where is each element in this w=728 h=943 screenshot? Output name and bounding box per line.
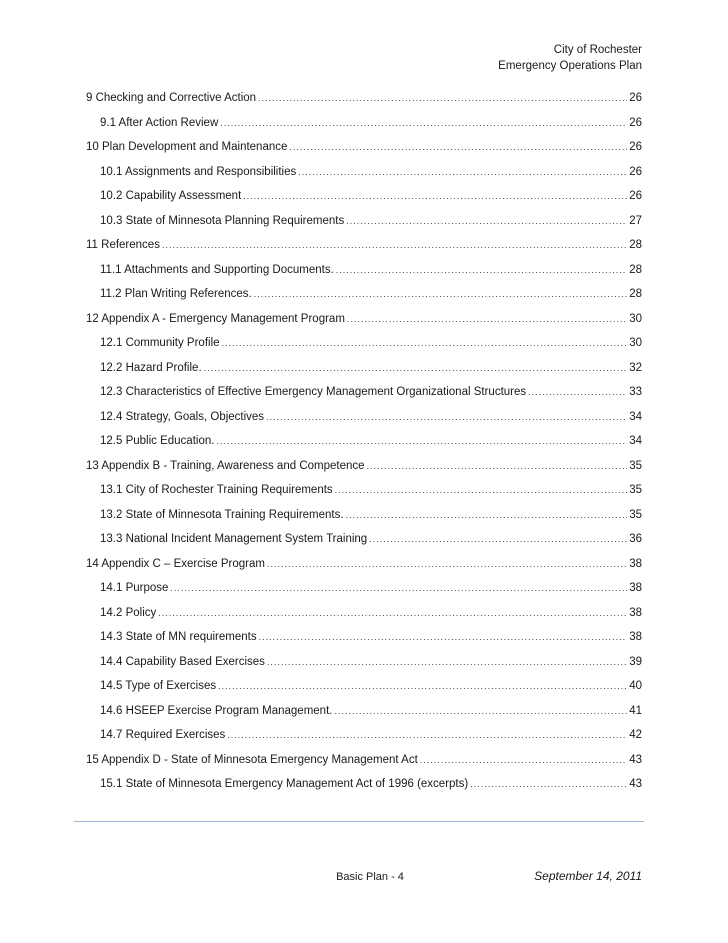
toc-dot-leader xyxy=(227,730,627,740)
toc-dot-leader xyxy=(470,779,627,789)
footer-date: September 14, 2011 xyxy=(534,869,642,883)
toc-entry-title: 11 References xyxy=(86,239,160,251)
toc-entry-title: 14.2 Policy xyxy=(100,606,157,619)
toc-entry[interactable] xyxy=(86,239,642,264)
toc-entry[interactable] xyxy=(86,631,642,656)
toc-entry-title: 10.2 Capability Assessment xyxy=(100,190,242,202)
toc-entry-title: 14.4 Capability Based Exercises xyxy=(100,655,265,668)
toc-entry[interactable] xyxy=(86,313,642,338)
toc-entry-title: 12.5 Public Education. xyxy=(100,435,215,447)
toc-dot-leader xyxy=(162,240,627,250)
toc-dot-leader xyxy=(369,534,627,544)
toc-entry-title: 11.2 Plan Writing References. xyxy=(100,288,252,300)
toc-entry[interactable] xyxy=(86,166,642,191)
toc-entry-title: 15 Appendix D - State of Minnesota Emergency Management Act xyxy=(86,753,418,766)
toc-entry-page: 35 xyxy=(629,508,642,521)
toc-entry-title: 14.3 State of MN requirements xyxy=(100,631,257,643)
toc-entry-title: 9.1 After Action Review xyxy=(100,116,219,129)
toc-entry-title: 12.4 Strategy, Goals, Objectives xyxy=(100,410,265,423)
toc-entry[interactable] xyxy=(86,729,642,754)
toc-dot-leader xyxy=(347,314,627,324)
toc-entry-page: 26 xyxy=(629,165,642,178)
toc-dot-leader xyxy=(335,485,628,495)
toc-entry[interactable] xyxy=(86,117,642,142)
toc-entry[interactable] xyxy=(86,754,642,779)
toc-entry-page: 38 xyxy=(629,606,642,619)
toc-entry[interactable] xyxy=(86,92,642,117)
toc-entry-page: 26 xyxy=(629,141,642,153)
toc-dot-leader xyxy=(346,216,627,226)
toc-entry[interactable] xyxy=(86,411,642,436)
toc-entry-title: 14.7 Required Exercises xyxy=(100,729,226,741)
toc-entry[interactable] xyxy=(86,362,642,387)
toc-entry-title: 15.1 State of Minnesota Emergency Management Act of 1996 (excerpts) xyxy=(100,778,469,790)
toc-entry[interactable] xyxy=(86,386,642,411)
toc-entry-page: 43 xyxy=(629,778,642,790)
toc-entry-page: 42 xyxy=(629,729,642,741)
toc-entry-title: 14.1 Purpose xyxy=(100,582,169,594)
toc-entry-title: 10.3 State of Minnesota Planning Requirements xyxy=(100,214,345,227)
toc-entry[interactable] xyxy=(86,656,642,681)
toc-entry-title: 14.6 HSEEP Exercise Program Management. xyxy=(100,704,333,717)
toc-dot-leader xyxy=(258,93,627,103)
toc-dot-leader xyxy=(367,461,628,471)
toc-entry-page: 27 xyxy=(629,214,642,227)
toc-entry-title: 13 Appendix B - Training, Awareness and Competence xyxy=(86,459,365,472)
header-organization: City of Rochester xyxy=(553,44,642,56)
toc-entry-page: 32 xyxy=(629,361,642,374)
toc-entry-page: 28 xyxy=(629,288,642,300)
toc-entry-title: 12 Appendix A - Emergency Management Program xyxy=(86,312,345,325)
toc-entry-page: 26 xyxy=(629,190,642,202)
toc-dot-leader xyxy=(334,706,627,716)
toc-entry[interactable] xyxy=(86,582,642,607)
toc-dot-leader xyxy=(267,559,627,569)
toc-entry-page: 28 xyxy=(629,239,642,251)
toc-dot-leader xyxy=(204,363,628,373)
toc-entry[interactable] xyxy=(86,460,642,485)
toc-entry[interactable] xyxy=(86,607,642,632)
toc-entry[interactable] xyxy=(86,288,642,313)
header-document-title: Emergency Operations Plan xyxy=(498,60,642,72)
toc-entry-page: 35 xyxy=(629,459,642,472)
toc-entry-page: 41 xyxy=(629,704,642,717)
toc-entry-title: 11.1 Attachments and Supporting Documents. xyxy=(100,263,334,276)
toc-dot-leader xyxy=(222,338,628,348)
toc-dot-leader xyxy=(254,289,627,299)
toc-entry[interactable] xyxy=(86,558,642,583)
toc-entry[interactable] xyxy=(86,484,642,509)
toc-entry-page: 38 xyxy=(629,557,642,570)
toc-entry-page: 26 xyxy=(629,92,642,104)
toc-entry-page: 30 xyxy=(629,337,642,349)
toc-dot-leader xyxy=(298,167,627,177)
toc-dot-leader xyxy=(220,118,627,128)
toc-dot-leader xyxy=(267,657,627,667)
toc-entry[interactable] xyxy=(86,778,642,803)
toc-entry[interactable] xyxy=(86,337,642,362)
toc-entry[interactable] xyxy=(86,533,642,558)
toc-entry-title: 12.2 Hazard Profile. xyxy=(100,361,202,374)
toc-dot-leader xyxy=(336,265,627,275)
toc-entry-page: 33 xyxy=(629,386,642,398)
toc-dot-leader xyxy=(259,632,628,642)
toc-entry-title: 10 Plan Development and Maintenance xyxy=(86,141,288,153)
toc-entry-page: 40 xyxy=(629,680,642,692)
toc-entry[interactable] xyxy=(86,141,642,166)
toc-entry-title: 13.3 National Incident Management System Training xyxy=(100,533,368,545)
toc-entry-page: 30 xyxy=(629,312,642,325)
toc-entry-page: 26 xyxy=(629,116,642,129)
toc-entry[interactable] xyxy=(86,705,642,730)
toc-dot-leader xyxy=(528,387,627,397)
toc-entry[interactable] xyxy=(86,680,642,705)
toc-entry-page: 39 xyxy=(629,655,642,668)
toc-entry-title: 14 Appendix C – Exercise Program xyxy=(86,557,265,570)
toc-entry[interactable] xyxy=(86,190,642,215)
toc-dot-leader xyxy=(216,436,627,446)
toc-entry-title: 14.5 Type of Exercises xyxy=(100,680,217,692)
toc-entry-page: 38 xyxy=(629,631,642,643)
toc-dot-leader xyxy=(170,583,627,593)
toc-entry[interactable] xyxy=(86,215,642,240)
toc-entry-page: 28 xyxy=(629,263,642,276)
page-header xyxy=(498,42,642,74)
toc-entry-title: 10.1 Assignments and Responsibilities xyxy=(100,165,297,178)
toc-dot-leader xyxy=(346,510,628,520)
toc-entry[interactable] xyxy=(86,264,642,289)
toc-entry-title: 13.1 City of Rochester Training Requirements xyxy=(100,484,333,496)
footer-divider xyxy=(74,821,644,822)
toc-entry-page: 34 xyxy=(629,435,642,447)
toc-entry-page: 38 xyxy=(629,582,642,594)
toc-entry-title: 9 Checking and Corrective Action xyxy=(86,92,257,104)
toc-entry-page: 35 xyxy=(629,484,642,496)
toc-entry-page: 36 xyxy=(629,533,642,545)
footer-page-label: Basic Plan - 4 xyxy=(336,871,404,883)
toc-entry-page: 34 xyxy=(629,410,642,423)
toc-entry-page: 43 xyxy=(629,753,642,766)
toc-dot-leader xyxy=(289,142,627,152)
toc-entry-title: 12.3 Characteristics of Effective Emergency Management Organizational Structures xyxy=(100,386,527,398)
toc-entry[interactable] xyxy=(86,435,642,460)
toc-dot-leader xyxy=(243,191,627,201)
toc-dot-leader xyxy=(266,412,627,422)
table-of-contents xyxy=(86,92,642,803)
toc-entry-title: 13.2 State of Minnesota Training Requirements. xyxy=(100,508,344,521)
toc-dot-leader xyxy=(218,681,627,691)
toc-dot-leader xyxy=(420,755,627,765)
toc-entry[interactable] xyxy=(86,509,642,534)
toc-dot-leader xyxy=(158,608,627,618)
toc-entry-title: 12.1 Community Profile xyxy=(100,337,220,349)
